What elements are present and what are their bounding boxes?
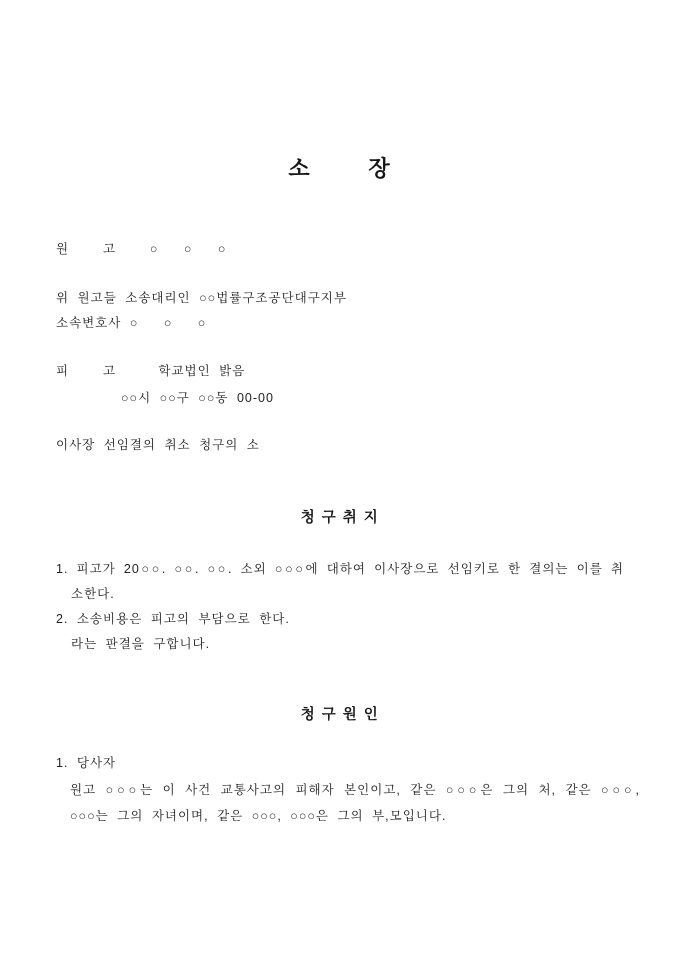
claim-purpose-heading: 청 구 취 지 — [300, 510, 380, 526]
claim-cause-item-1-line-2: ○○○는 그의 자녀이며, 같은 ○○○, ○○○은 그의 부,모입니다. — [70, 809, 447, 823]
claim-cause-item-1-line-1: 원고 ○○○는 이 사건 교통사고의 피해자 본인이고, 같은 ○○○은 그의 처, 같은 ○○○, — [70, 783, 640, 797]
defendant-line: 피 고 학교법인 밝음 — [56, 364, 246, 378]
document-title: 소 장 — [288, 156, 392, 181]
defendant-address-line: ○○시 ○○구 ○○동 00-00 — [121, 391, 274, 405]
plaintiff-line: 원 고 ○ ○ ○ — [56, 242, 227, 256]
claim-purpose-item-2: 2. 소송비용은 피고의 부담으로 한다. — [56, 612, 290, 626]
attorney-line-2: 소속변호사 ○ ○ ○ — [56, 316, 207, 330]
claim-purpose-item-1-line-1: 1. 피고가 20○○. ○○. ○○. 소외 ○○○에 대하여 이사장으로 선임키로 한 결의는 이를 취 — [56, 562, 624, 576]
claim-purpose-closing: 라는 판결을 구합니다. — [71, 637, 211, 651]
claim-purpose-item-1-line-2: 소한다. — [71, 587, 115, 601]
claim-cause-heading: 청 구 원 인 — [300, 707, 380, 723]
attorney-line-1: 위 원고들 소송대리인 ○○법률구조공단대구지부 — [56, 291, 347, 305]
case-name-line: 이사장 선임결의 취소 청구의 소 — [56, 438, 260, 452]
claim-cause-item-1-label: 1. 당사자 — [56, 756, 117, 770]
